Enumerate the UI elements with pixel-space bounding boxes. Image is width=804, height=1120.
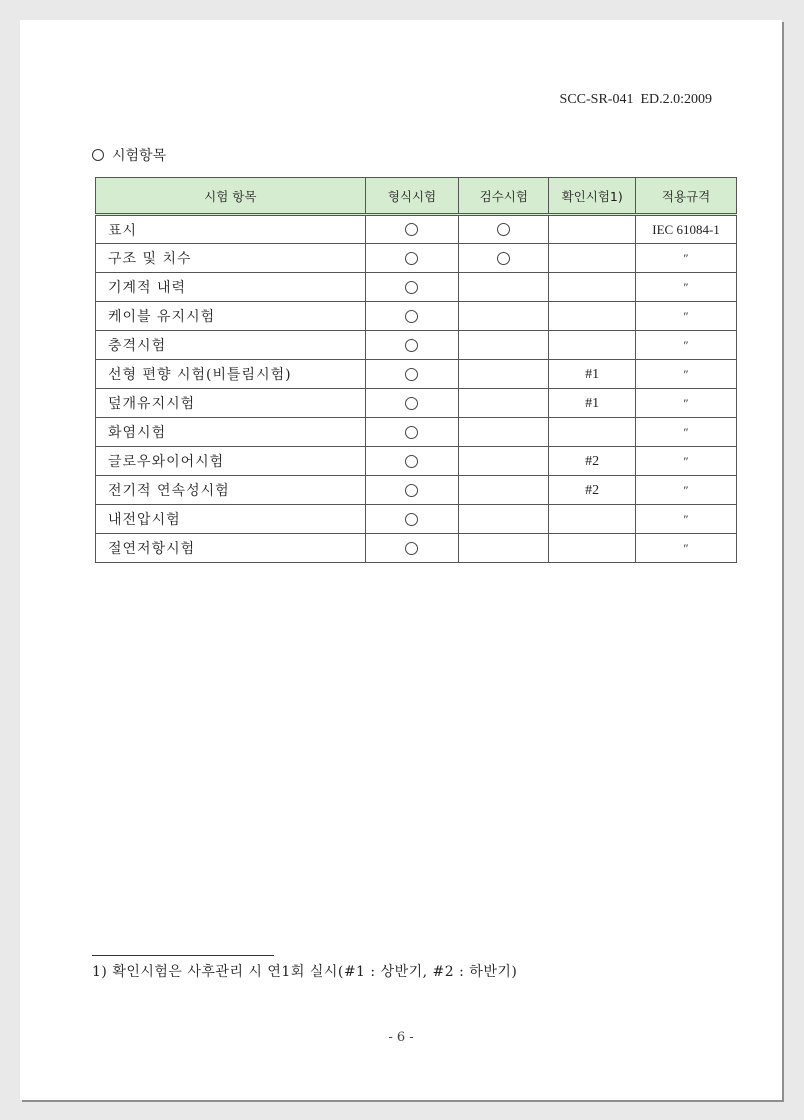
test-item-label: 전기적 연속성시험	[108, 483, 230, 499]
verification-test-cell	[549, 389, 636, 418]
test-item-label: 선형 편향 시험(비틀림시험)	[108, 367, 292, 383]
standard-cell	[636, 273, 737, 302]
test-item-label: 구조 및 치수	[108, 251, 192, 267]
circle-mark-icon	[497, 252, 510, 265]
type-test-cell	[365, 331, 459, 360]
standard-cell-text: ″	[683, 541, 689, 555]
circle-mark-icon	[405, 513, 418, 526]
test-item-cell	[96, 505, 366, 534]
standard-cell	[636, 476, 737, 505]
table-body	[96, 215, 737, 563]
circle-mark-icon	[405, 542, 418, 555]
acceptance-test-cell	[459, 360, 549, 389]
type-test-cell	[365, 302, 459, 331]
verification-test-cell	[549, 418, 636, 447]
table-row	[96, 273, 737, 302]
test-item-cell	[96, 418, 366, 447]
type-test-cell	[365, 505, 459, 534]
type-test-cell	[365, 389, 459, 418]
verification-test-cell	[549, 273, 636, 302]
verification-test-cell	[549, 534, 636, 563]
test-item-label: 충격시험	[108, 338, 167, 354]
verification-test-cell	[549, 215, 636, 244]
circle-bullet-icon	[92, 149, 104, 161]
acceptance-test-cell	[459, 244, 549, 273]
verification-test-cell	[549, 476, 636, 505]
footnote: 1) 확인시험은 사후관리 시 연1회 실시(#1 : 상반기, #2 : 하반기)	[92, 964, 518, 980]
standard-cell	[636, 331, 737, 360]
acceptance-test-cell	[459, 273, 549, 302]
test-item-label: 절연저항시험	[108, 541, 196, 557]
standard-cell-text: ″	[683, 251, 689, 265]
verification-test-cell-text: #1	[585, 395, 600, 411]
circle-mark-icon	[497, 223, 510, 236]
test-item-cell	[96, 273, 366, 302]
type-test-cell	[365, 360, 459, 389]
acceptance-test-cell	[459, 447, 549, 476]
test-item-cell	[96, 360, 366, 389]
standard-cell	[636, 360, 737, 389]
test-item-label: 화염시험	[108, 425, 167, 441]
acceptance-test-cell	[459, 534, 549, 563]
test-item-cell	[96, 215, 366, 244]
standard-cell-text: ″	[683, 367, 689, 381]
test-item-cell	[96, 331, 366, 360]
standard-cell	[636, 418, 737, 447]
circle-mark-icon	[405, 484, 418, 497]
standard-cell-text: ″	[683, 338, 689, 352]
circle-mark-icon	[405, 252, 418, 265]
column-header-type-test: 형식시험	[365, 178, 459, 215]
test-item-cell	[96, 389, 366, 418]
table-row	[96, 360, 737, 389]
verification-test-cell	[549, 505, 636, 534]
circle-mark-icon	[405, 281, 418, 294]
standard-cell-text: ″	[683, 454, 689, 468]
circle-mark-icon	[405, 426, 418, 439]
table-row	[96, 331, 737, 360]
section-heading	[92, 145, 166, 165]
table-row	[96, 389, 737, 418]
test-item-cell	[96, 302, 366, 331]
test-item-label: 글로우와이어시험	[108, 454, 225, 470]
test-item-label: 기계적 내력	[108, 280, 187, 296]
standard-cell	[636, 244, 737, 273]
type-test-cell	[365, 273, 459, 302]
standard-cell-text: ″	[683, 396, 689, 410]
type-test-cell	[365, 534, 459, 563]
type-test-cell	[365, 244, 459, 273]
document-page	[20, 20, 782, 1100]
column-header-verification-test: 확인시험1)	[549, 178, 636, 215]
acceptance-test-cell	[459, 505, 549, 534]
type-test-cell	[365, 215, 459, 244]
standard-cell	[636, 447, 737, 476]
circle-mark-icon	[405, 368, 418, 381]
standard-cell-text: IEC 61084-1	[652, 221, 720, 237]
test-item-cell	[96, 447, 366, 476]
verification-test-cell	[549, 331, 636, 360]
verification-test-cell-text: #1	[585, 366, 600, 382]
verification-test-cell	[549, 244, 636, 273]
verification-test-cell-text: #2	[585, 453, 600, 469]
test-items-table	[95, 177, 737, 563]
table-row	[96, 476, 737, 505]
table-row	[96, 418, 737, 447]
standard-cell	[636, 302, 737, 331]
type-test-cell	[365, 476, 459, 505]
acceptance-test-cell	[459, 331, 549, 360]
table-header-row	[96, 178, 737, 215]
table-row	[96, 302, 737, 331]
acceptance-test-cell	[459, 418, 549, 447]
standard-cell-text: ″	[683, 309, 689, 323]
acceptance-test-cell	[459, 302, 549, 331]
test-item-label: 표시	[108, 222, 138, 239]
standard-cell-text: ″	[683, 483, 689, 497]
table-row	[96, 215, 737, 244]
acceptance-test-cell	[459, 476, 549, 505]
test-item-cell	[96, 534, 366, 563]
test-item-label: 내전압시험	[108, 512, 181, 528]
column-header-applicable-standard: 적용규격	[636, 178, 737, 215]
page-number: - 6 -	[388, 1030, 414, 1045]
test-item-cell	[96, 476, 366, 505]
table-row	[96, 534, 737, 563]
table-row	[96, 447, 737, 476]
standard-cell-text: ″	[683, 280, 689, 294]
verification-test-cell-text: #2	[585, 482, 600, 498]
column-header-acceptance-test: 검수시험	[459, 178, 549, 215]
standard-cell	[636, 534, 737, 563]
verification-test-cell	[549, 302, 636, 331]
verification-test-cell	[549, 447, 636, 476]
table-row	[96, 244, 737, 273]
test-item-cell	[96, 244, 366, 273]
type-test-cell	[365, 418, 459, 447]
type-test-cell	[365, 447, 459, 476]
table-row	[96, 505, 737, 534]
standard-cell-text: ″	[683, 425, 689, 439]
standard-cell-text: ″	[683, 512, 689, 526]
circle-mark-icon	[405, 455, 418, 468]
circle-mark-icon	[405, 223, 418, 236]
circle-mark-icon	[405, 339, 418, 352]
section-title: 시험항목	[112, 148, 167, 164]
test-item-label: 덮개유지시험	[108, 396, 196, 412]
test-item-label: 케이블 유지시험	[108, 309, 216, 325]
verification-test-cell	[549, 360, 636, 389]
acceptance-test-cell	[459, 215, 549, 244]
standard-cell	[636, 215, 737, 244]
acceptance-test-cell	[459, 389, 549, 418]
circle-mark-icon	[405, 397, 418, 410]
document-code: SCC-SR-041 ED.2.0:2009	[559, 92, 712, 107]
standard-cell	[636, 389, 737, 418]
footnote-divider	[92, 955, 274, 956]
standard-cell	[636, 505, 737, 534]
column-header-test-item: 시험 항목	[96, 178, 366, 215]
circle-mark-icon	[405, 310, 418, 323]
